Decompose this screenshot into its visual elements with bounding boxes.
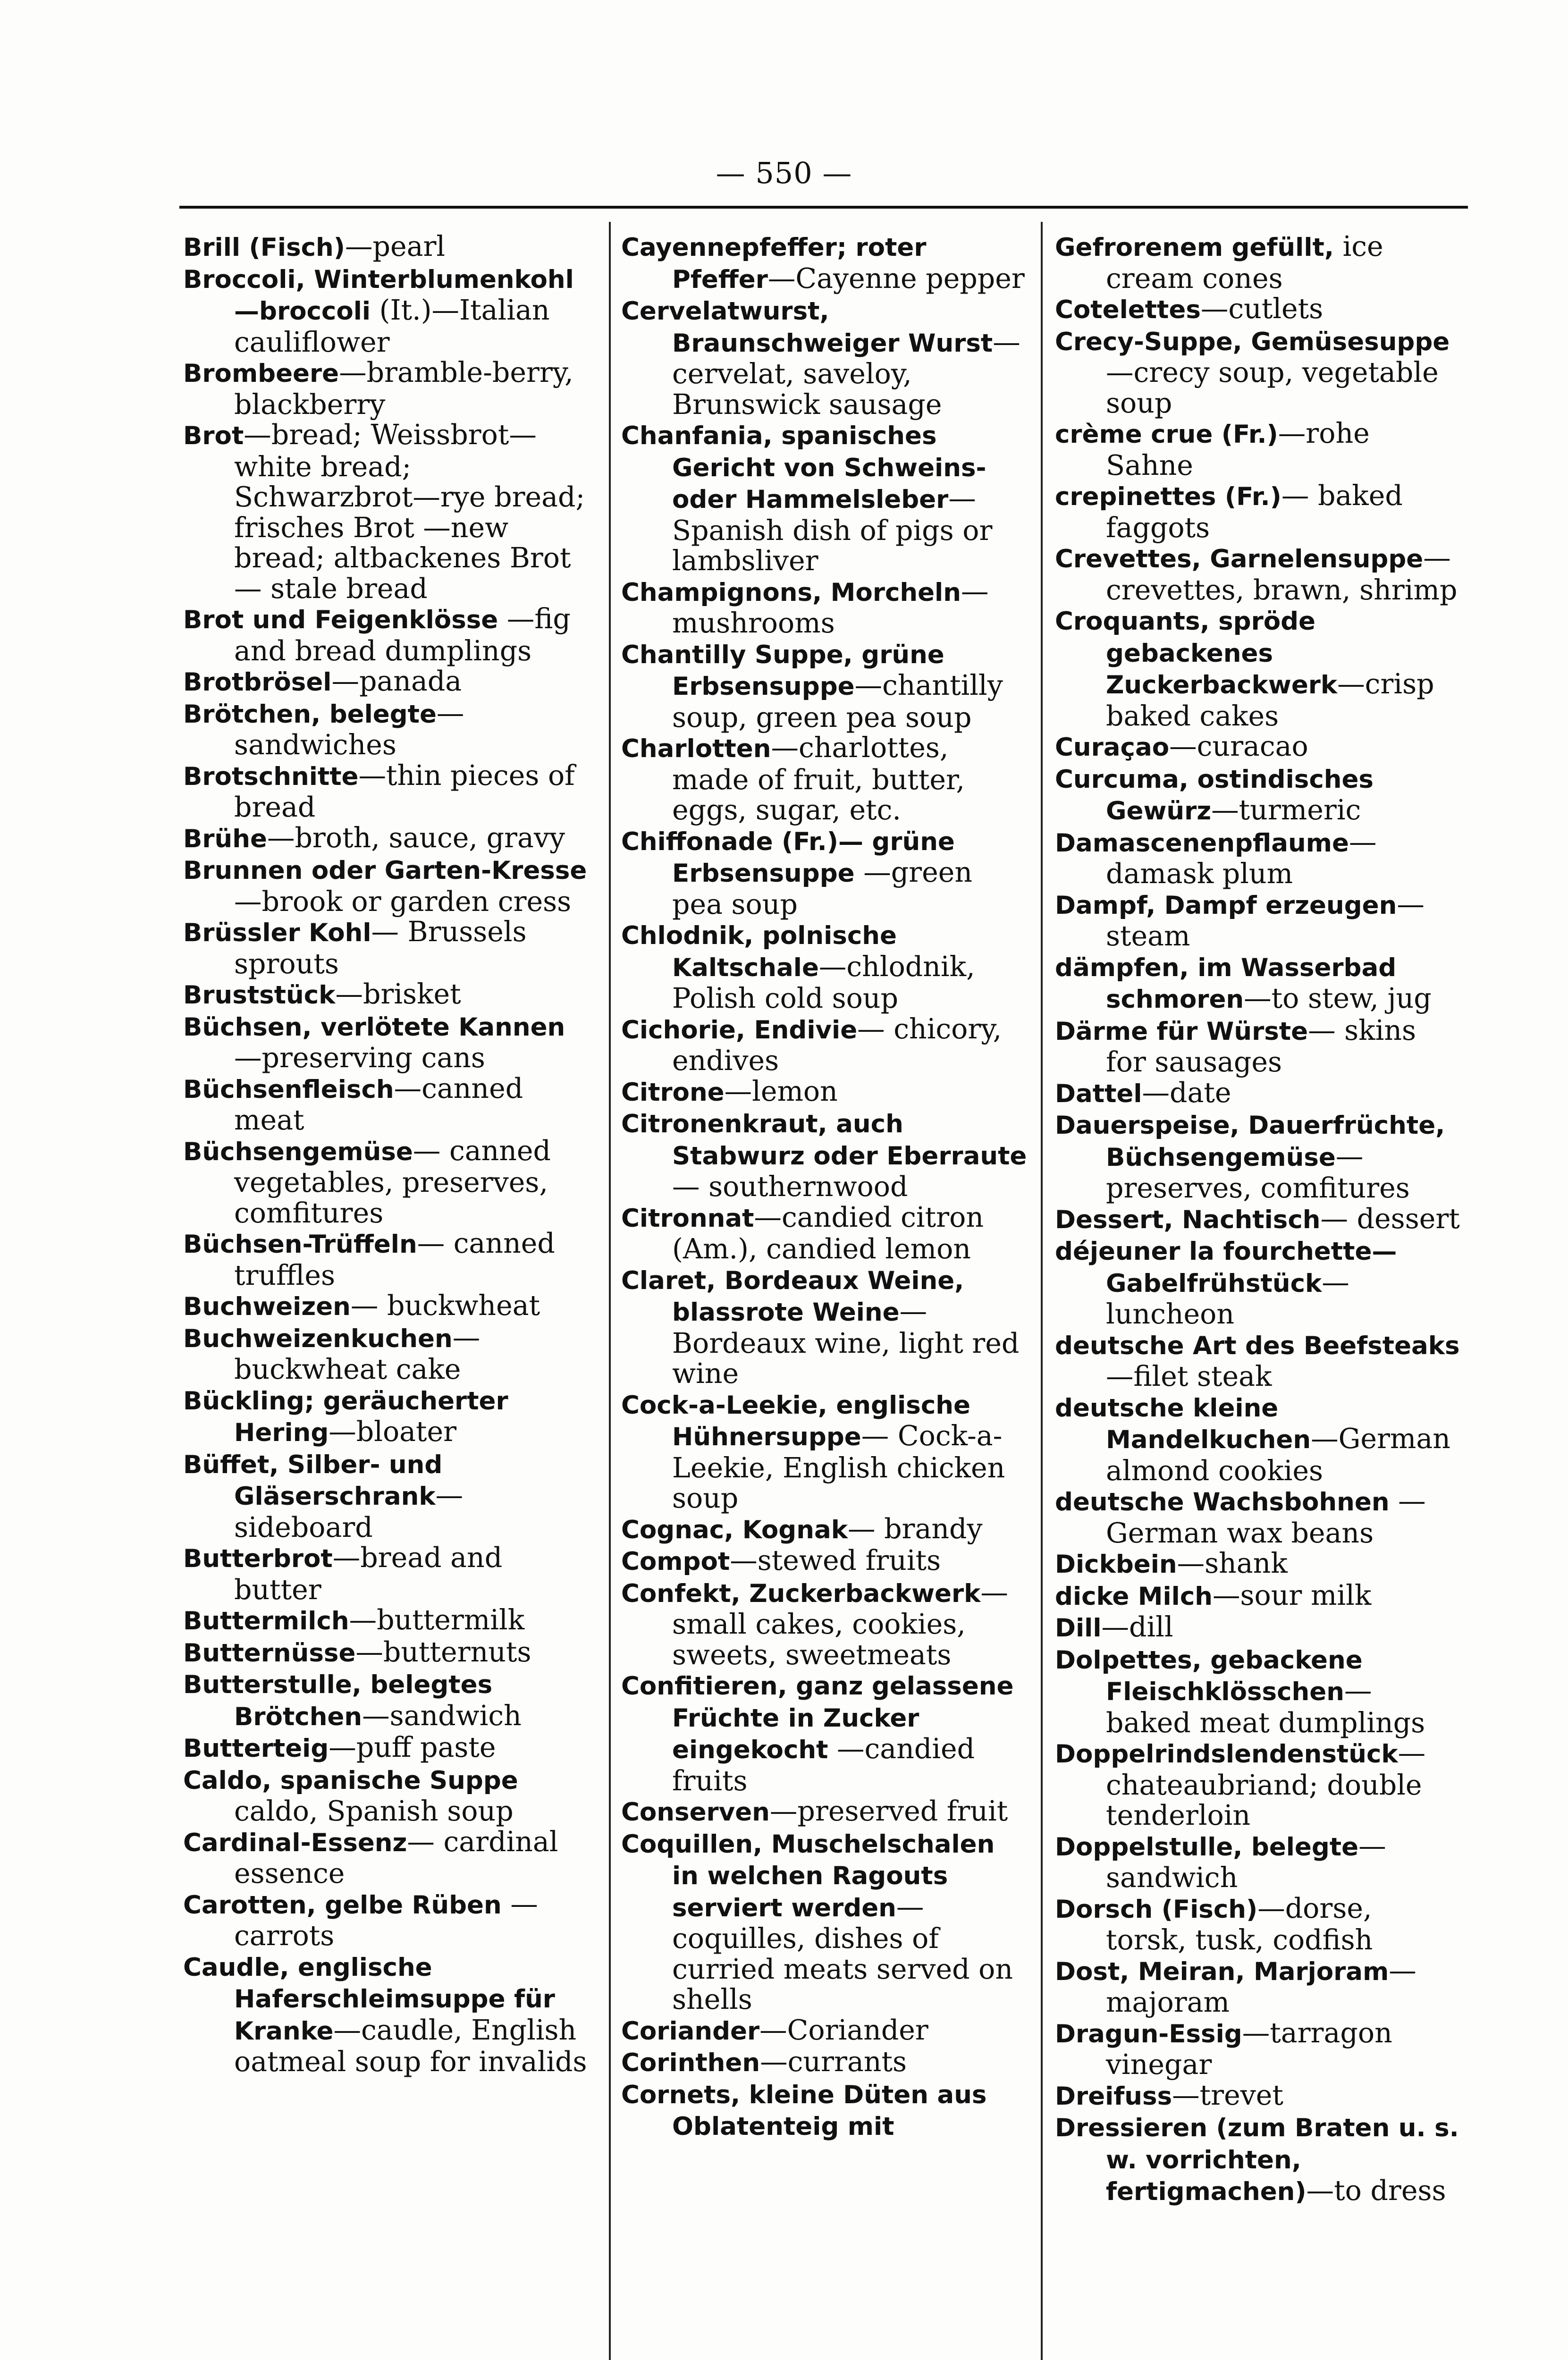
dictionary-entry xyxy=(1055,1644,1461,1738)
dictionary-entry xyxy=(183,1449,589,1543)
headword: Dolpettes, gebackene Fleischklösschen xyxy=(1055,1645,1363,1706)
translation: —dorse, torsk, tusk, codfish xyxy=(1106,1892,1373,1956)
headword: Citrone xyxy=(621,1078,725,1107)
translation: —candied fruits xyxy=(672,1733,975,1797)
headword: Büchsen-Trüffeln xyxy=(183,1230,417,1259)
dictionary-entry xyxy=(183,979,589,1011)
dictionary-entry xyxy=(1055,418,1461,480)
translation: —Cayenne pepper xyxy=(767,262,1025,295)
dictionary-entry xyxy=(183,1605,589,1637)
translation: —chateaubriand; double tenderloin xyxy=(1106,1737,1426,1831)
dictionary-entry xyxy=(1055,1738,1461,1831)
translation: —broth, sauce, gravy xyxy=(267,821,565,854)
dictionary-entry xyxy=(183,231,589,263)
dictionary-entry xyxy=(183,1637,589,1669)
translation: —currants xyxy=(760,2046,907,2078)
headword: Cayennepfeffer; roter Pfeffer xyxy=(621,233,927,294)
column-divider xyxy=(609,222,611,2360)
headword: Corinthen xyxy=(621,2048,760,2077)
dictionary-entry xyxy=(183,604,589,666)
dictionary-entry xyxy=(183,1542,589,1605)
headword: Carotten, gelbe Rüben xyxy=(183,1890,502,1920)
dictionary-entry xyxy=(621,420,1027,576)
dictionary-entry xyxy=(183,1073,589,1136)
headword: dämpfen, im Wasserbad schmoren xyxy=(1055,953,1397,1014)
headword: Buchweizenkuchen xyxy=(183,1324,453,1353)
translation: —filet steak xyxy=(1106,1360,1272,1392)
translation: —Coriander xyxy=(759,2014,928,2046)
dictionary-entry xyxy=(621,733,1027,826)
headword: crème crue (Fr.) xyxy=(1055,420,1278,449)
translation: caldo, Spanish soup xyxy=(234,1795,514,1827)
translation: —bloater xyxy=(329,1416,457,1448)
dictionary-entry xyxy=(1055,231,1461,294)
headword: Butterstulle, belegtes Brötchen xyxy=(183,1670,493,1731)
dictionary-entry xyxy=(183,357,589,420)
headword: Coquillen, Muschelschalen in welchen Ragouts serviert werden xyxy=(621,1829,995,1922)
translation: —bread and butter xyxy=(234,1542,503,1606)
translation: —date xyxy=(1142,1076,1231,1109)
translation: —cutlets xyxy=(1200,293,1324,325)
headword: Claret, Bordeaux Weine, blassrote Weine xyxy=(621,1266,964,1327)
headword: Cotelettes xyxy=(1055,295,1201,324)
headword: Därme für Würste xyxy=(1055,1017,1308,1046)
headword: Doppelrindslendenstück xyxy=(1055,1740,1398,1769)
dictionary-entry xyxy=(183,1732,589,1764)
headword: Büchsengemüse xyxy=(183,1137,413,1166)
dictionary-entry xyxy=(1055,827,1461,889)
translation: —to stew, jug xyxy=(1244,982,1432,1014)
dictionary-entry xyxy=(621,576,1027,639)
headword: deutsche Art des Beefsteaks xyxy=(1055,1331,1460,1360)
dictionary-entry xyxy=(183,1323,589,1385)
translation: —curacao xyxy=(1169,730,1308,762)
headword: Gefrorenem gefüllt, xyxy=(1055,233,1334,262)
translation: — chicory, endives xyxy=(672,1012,1002,1077)
translation: — Cock-a-Leekie, English chicken soup xyxy=(672,1420,1005,1514)
page-number: — 550 — xyxy=(716,156,852,190)
translation: —canned meat xyxy=(234,1072,523,1136)
translation: —puff paste xyxy=(329,1731,496,1763)
headword: crepinettes (Fr.) xyxy=(1055,482,1281,511)
translation: —crecy soup, vegetable soup xyxy=(1106,356,1439,419)
headword: Dessert, Nachtisch xyxy=(1055,1205,1321,1234)
dictionary-entry xyxy=(621,2047,1027,2079)
headword: Caldo, spanische Suppe xyxy=(183,1766,518,1795)
dictionary-entry xyxy=(1055,1580,1461,1612)
dictionary-entry xyxy=(183,1290,589,1323)
dictionary-entry xyxy=(1055,1078,1461,1110)
translation: —steam xyxy=(1106,888,1425,952)
dictionary-entry xyxy=(1055,1204,1461,1236)
dictionary-entry xyxy=(621,1577,1027,1670)
headword: Confitieren, ganz gelassene Früchte in Zucker eingekocht xyxy=(621,1672,1014,1764)
translation: — baked meat dumplings xyxy=(1106,1675,1425,1739)
translation: — Brussels sprouts xyxy=(234,916,527,980)
headword: Crecy-Suppe, Gemüsesuppe xyxy=(1055,327,1450,356)
translation: —stewed fruits xyxy=(730,1544,941,1576)
translation: (It.)—Italian cauliflower xyxy=(234,294,550,358)
headword: Brunnen oder Garten-Kresse xyxy=(183,856,587,885)
dictionary-entry xyxy=(183,1764,589,1827)
headword: Brötchen, belegte xyxy=(183,700,437,729)
dictionary-entry xyxy=(621,1014,1027,1076)
dictionary-entry xyxy=(183,823,589,855)
headword: déjeuner la fourchette—Gabelfrühstück xyxy=(1055,1237,1397,1298)
translation: —shank xyxy=(1177,1547,1288,1579)
dictionary-entry xyxy=(1055,2018,1461,2080)
headword: Dauerspeise, Dauerfrüchte, Büchsengemüse xyxy=(1055,1111,1445,1172)
translation: —brook or garden cress xyxy=(234,885,572,918)
headword: Dressieren (zum Braten u. s. w. vorrichten, fertigmachen) xyxy=(1055,2114,1459,2206)
dictionary-entry xyxy=(621,1202,1027,1264)
dictionary-entry xyxy=(621,1076,1027,1108)
headword: Citronnat xyxy=(621,1204,754,1233)
translation: ice cream cones xyxy=(1106,230,1383,295)
headword: Cichorie, Endivie xyxy=(621,1015,858,1045)
translation: — canned vegetables, preserves, comfitures xyxy=(234,1134,551,1229)
translation: —German almond cookies xyxy=(1106,1423,1450,1487)
dictionary-entry xyxy=(621,1514,1027,1546)
translation: —crisp baked cakes xyxy=(1106,668,1434,732)
headword: Cognac, Kognak xyxy=(621,1515,848,1544)
dictionary-entry xyxy=(183,420,589,604)
headword: Brill (Fisch) xyxy=(183,233,345,262)
headword: Dill xyxy=(1055,1614,1102,1643)
dictionary-entry xyxy=(183,1669,589,1732)
headword: Compot xyxy=(621,1547,730,1576)
headword: Brot xyxy=(183,421,244,450)
headword: Butternüsse xyxy=(183,1638,356,1668)
dictionary-entry xyxy=(1055,1392,1461,1486)
headword: deutsche kleine Mandelkuchen xyxy=(1055,1393,1311,1454)
dictionary-column-3 xyxy=(1055,231,1461,2208)
translation: — southernwood xyxy=(672,1171,908,1203)
translation: — sideboard xyxy=(234,1479,464,1543)
headword: Chiffonade (Fr.)— grüne Erbsensuppe xyxy=(621,827,955,888)
headword: Butterteig xyxy=(183,1734,329,1763)
headword: Bückling; geräucherter Hering xyxy=(183,1386,508,1447)
headword: Broccoli, Winterblumenkohl—broccoli xyxy=(183,265,574,326)
dictionary-entry xyxy=(621,639,1027,733)
dictionary-entry xyxy=(1055,2080,1461,2112)
headword: Cock-a-Leekie, englische Hühnersuppe xyxy=(621,1391,970,1451)
translation: —butternuts xyxy=(355,1635,531,1668)
dictionary-entry xyxy=(1055,1831,1461,1893)
dictionary-column-1 xyxy=(183,231,589,2077)
headword: Butterbrot xyxy=(183,1544,333,1573)
dictionary-entry xyxy=(621,1389,1027,1514)
dictionary-entry xyxy=(1055,605,1461,731)
headword: Cornets, kleine Düten aus Oblatenteig mit xyxy=(621,2080,987,2141)
translation: — dessert xyxy=(1320,1202,1460,1235)
translation: —trevet xyxy=(1172,2079,1283,2111)
dictionary-entry xyxy=(1055,326,1461,419)
dictionary-entry xyxy=(621,295,1027,420)
translation: —Bordeaux wine, light red wine xyxy=(672,1295,1020,1390)
headword: deutsche Wachsbohnen xyxy=(1055,1488,1390,1517)
headword: Dickbein xyxy=(1055,1550,1177,1579)
translation: —luncheon xyxy=(1106,1266,1349,1330)
dictionary-entry xyxy=(1055,1015,1461,1078)
dictionary-entry xyxy=(183,666,589,698)
dictionary-entry xyxy=(1055,1109,1461,1204)
headword: Cervelatwurst, Braunschweiger Wurst xyxy=(621,297,993,358)
dictionary-entry xyxy=(183,1889,589,1951)
translation: —charlottes, made of fruit, butter, eggs, sugar, etc. xyxy=(672,732,965,826)
headword: Dost, Meiran, Marjoram xyxy=(1055,1957,1389,1986)
translation: —dill xyxy=(1101,1611,1173,1643)
dictionary-entry xyxy=(183,698,589,760)
translation: —lemon xyxy=(724,1075,838,1107)
dictionary-entry xyxy=(183,263,589,358)
translation: —green pea soup xyxy=(672,856,973,920)
translation: —crevettes, brawn, shrimp xyxy=(1106,542,1458,606)
dictionary-entry xyxy=(1055,763,1461,827)
headword: Bruststück xyxy=(183,981,336,1010)
translation: —brisket xyxy=(335,978,461,1010)
headword: Caudle, englische Haferschleimsuppe für Kranke xyxy=(183,1953,555,2046)
headword: Charlotten xyxy=(621,734,771,763)
translation: — Spanish dish of pigs or lambsliver xyxy=(672,482,993,577)
translation: —mushrooms xyxy=(672,575,989,639)
dictionary-entry xyxy=(1055,1330,1461,1392)
dictionary-entry xyxy=(621,231,1027,295)
translation: —to dress xyxy=(1306,2175,1446,2207)
dictionary-entry xyxy=(621,1796,1027,1828)
dictionary-entry xyxy=(1055,952,1461,1015)
translation: —coquilles, dishes of curried meats served on shells xyxy=(672,1890,1013,2015)
dictionary-entry xyxy=(1055,1893,1461,1955)
dictionary-entry xyxy=(621,1670,1027,1796)
header-rule xyxy=(179,206,1468,209)
column-divider xyxy=(1041,222,1043,2360)
dictionary-column-2 xyxy=(621,231,1027,2142)
headword: Buttermilch xyxy=(183,1607,349,1635)
dictionary-entry xyxy=(621,826,1027,920)
headword: Champignons, Morcheln xyxy=(621,578,961,607)
translation: — sandwich xyxy=(1106,1829,1386,1894)
dictionary-entry xyxy=(183,1385,589,1449)
headword: Curaçao xyxy=(1055,733,1170,762)
dictionary-entry xyxy=(1055,731,1461,763)
headword: Buchweizen xyxy=(183,1292,351,1321)
translation: — buckwheat xyxy=(350,1290,540,1322)
headword: Chanfania, spanisches Gericht von Schweins- oder Hammelsleber xyxy=(621,421,986,514)
headword: Büffet, Silber- und Gläserschrank xyxy=(183,1450,443,1511)
headword: Coriander xyxy=(621,2016,760,2046)
dictionary-entry xyxy=(621,919,1027,1014)
translation: —turmeric xyxy=(1211,794,1361,826)
headword: dicke Milch xyxy=(1055,1582,1213,1611)
translation: —majoram xyxy=(1106,1954,1416,2018)
translation: —rohe Sahne xyxy=(1106,417,1370,481)
translation: —thin pieces of bread xyxy=(234,759,575,823)
translation: — sandwiches xyxy=(234,697,464,761)
dictionary-entry xyxy=(621,1108,1027,1202)
dictionary-entry xyxy=(183,760,589,823)
dictionary-entry xyxy=(183,854,589,917)
translation: —sour milk xyxy=(1212,1579,1372,1611)
headword: Brombeere xyxy=(183,359,339,388)
headword: Brot und Feigenklösse xyxy=(183,606,498,634)
headword: Chantilly Suppe, grüne Erbsensuppe xyxy=(621,640,944,701)
translation: —caudle, English oatmeal soup for invalids xyxy=(234,2014,587,2078)
translation: —sandwich xyxy=(362,1699,522,1732)
headword: Confekt, Zuckerbackwerk xyxy=(621,1579,981,1608)
dictionary-entry xyxy=(1055,1612,1461,1644)
dictionary-entry xyxy=(1055,480,1461,543)
translation: —German wax beans xyxy=(1106,1485,1426,1549)
translation: —chantilly soup, green pea soup xyxy=(672,669,1003,733)
headword: Brotbrösel xyxy=(183,668,332,697)
dictionary-entry xyxy=(1055,543,1461,605)
translation: —candied citron (Am.), candied lemon xyxy=(672,1201,984,1265)
headword: Conserven xyxy=(621,1798,770,1827)
translation: —preserves, comfitures xyxy=(1106,1140,1410,1204)
headword: Doppelstulle, belegte xyxy=(1055,1832,1359,1862)
translation: —preserving cans xyxy=(234,1042,485,1074)
translation: —panada xyxy=(331,665,462,697)
dictionary-entry xyxy=(621,1545,1027,1577)
translation: —small cakes, cookies, sweets, sweetmeats xyxy=(672,1576,1008,1671)
translation: —fig and bread dumplings xyxy=(234,603,571,667)
translation: —bread; Weissbrot—white bread; Schwarzbrot—rye bread; frisches Brot —new bread; altbackenes Brot— stale bread xyxy=(234,419,585,605)
dictionary-entry xyxy=(183,1136,589,1229)
headword: Brotschnitte xyxy=(183,762,359,791)
translation: —tarragon vinegar xyxy=(1106,2016,1392,2081)
dictionary-entry xyxy=(621,1828,1027,2015)
headword: Chlodnik, polnische Kaltschale xyxy=(621,921,897,982)
translation: — baked faggots xyxy=(1106,480,1403,544)
headword: Crevettes, Garnelensuppe xyxy=(1055,545,1424,573)
translation: — cardinal essence xyxy=(234,1825,558,1889)
dictionary-entry xyxy=(183,1951,589,2077)
headword: Curcuma, ostindisches Gewürz xyxy=(1055,765,1374,826)
dictionary-entry xyxy=(621,2079,1027,2142)
translation: —preserved fruit xyxy=(769,1795,1008,1827)
headword: Citronenkraut, auch Stabwurz oder Eberraute xyxy=(621,1110,1027,1171)
dictionary-entry xyxy=(183,1228,589,1290)
dictionary-entry xyxy=(183,1827,589,1889)
dictionary-entry xyxy=(183,917,589,979)
translation: — damask plum xyxy=(1106,826,1377,890)
translation: —chlodnik, Polish cold soup xyxy=(672,950,975,1014)
headword: Damascenenpflaume xyxy=(1055,828,1349,858)
translation: — brandy xyxy=(847,1512,983,1545)
translation: —bramble-berry, blackberry xyxy=(234,356,573,421)
headword: Dorsch (Fisch) xyxy=(1055,1895,1258,1924)
translation: —carrots xyxy=(234,1888,538,1952)
dictionary-entry xyxy=(621,1264,1027,1389)
dictionary-entry xyxy=(621,2015,1027,2047)
dictionary-entry xyxy=(1055,1235,1461,1330)
translation: — cervelat, saveloy, Brunswick sausage xyxy=(672,326,1020,421)
headword: Büchsenfleisch xyxy=(183,1075,394,1104)
translation: — skins for sausages xyxy=(1106,1014,1416,1078)
headword: Brüssler Kohl xyxy=(183,919,371,947)
headword: Dampf, Dampf erzeugen xyxy=(1055,891,1397,920)
headword: Brühe xyxy=(183,824,267,853)
headword: Büchsen, verlötete Kannen xyxy=(183,1012,565,1042)
headword: Dreifuss xyxy=(1055,2082,1172,2111)
translation: — canned truffles xyxy=(234,1227,555,1291)
translation: —pearl xyxy=(345,230,446,262)
headword: Cardinal-Essenz xyxy=(183,1828,407,1857)
translation: —buttermilk xyxy=(349,1604,525,1636)
dictionary-entry xyxy=(1055,1955,1461,2018)
dictionary-entry xyxy=(1055,1548,1461,1580)
dictionary-entry xyxy=(1055,889,1461,952)
dictionary-entry xyxy=(1055,2112,1461,2208)
dictionary-entry xyxy=(1055,1486,1461,1548)
headword: Dragun-Essig xyxy=(1055,2019,1242,2048)
dictionary-entry xyxy=(1055,294,1461,326)
dictionary-entry xyxy=(183,1011,589,1073)
headword: Dattel xyxy=(1055,1079,1142,1108)
headword: Croquants, spröde gebackenes Zuckerbackwerk xyxy=(1055,607,1338,700)
translation: — buckwheat cake xyxy=(234,1321,481,1385)
